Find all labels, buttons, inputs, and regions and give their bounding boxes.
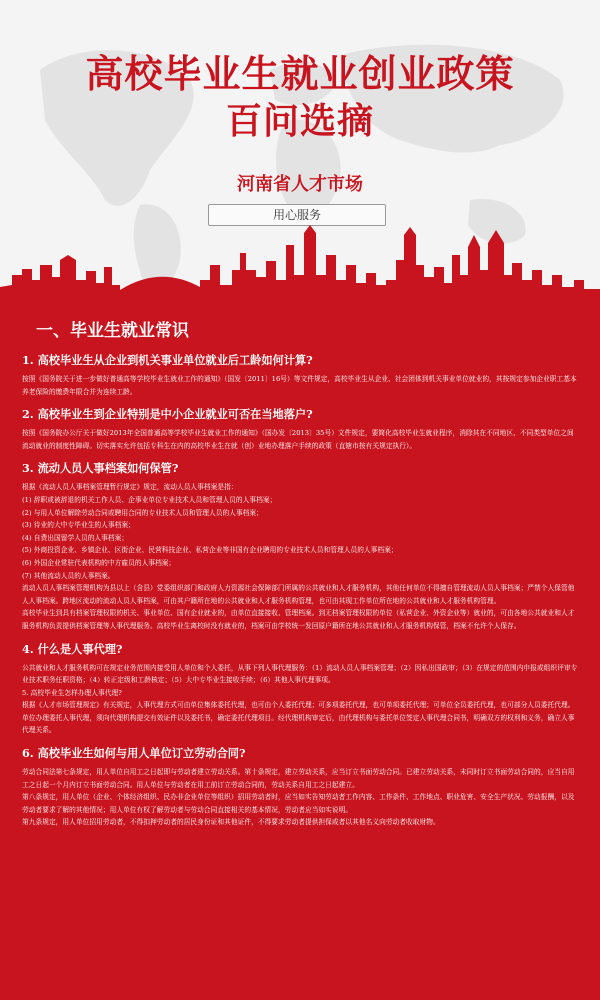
answer-list-item: (3) 待业的大中专毕业生的人事档案； [22,521,135,530]
page-title: 高校毕业生就业创业政策 [85,51,515,96]
answer-paragraph: 根据《人才市场管理规定》有关规定，人事代理方式可由单位集体委托代理，也可由个人委托代理；可多项委托代理，也可单项委托代理；可单位全员委托代理，也可部分人员委托代理。 [22,701,575,710]
question-title: 3. 流动人员人事档案如何保管? [22,461,179,476]
answer-list-item: (1) 辞职或被辞退的机关工作人员、企事业单位专业技术人员和管理人员的人事档案； [22,495,277,504]
slogan-badge: 用心服务 [208,204,386,226]
answer-paragraph: 根据《流动人员人事档案管理暂行规定》规定，流动人员人事档案是指： [22,483,238,492]
answer-list-item: (6) 外国企业常驻代表机构的中方雇员的人事档案； [22,558,176,567]
question-block-6 [22,746,578,829]
page-subtitle: 百问选摘 [225,100,374,142]
answer-paragraph: 第八条规定，用人单位（企业、个体经济组织、民办非企业单位等组织）招用劳动者时，应当如实告知劳动者工作内容、工作条件、工作地点、职业危害、安全生产状况、劳动报酬，以及劳动者要求了解的其他情况；用人单位有权了解劳动者与劳动合同直接相关的基本情况，劳动者应当如实说明。 [22,793,575,814]
section-heading: 一、毕业生就业常识 [36,321,189,341]
answer-list-item: (2) 与用人单位解除劳动合同或聘用合同的专业技术人员和管理人员的人事档案； [22,508,263,517]
question-title: 1. 高校毕业生从企业到机关事业单位就业后工龄如何计算? [22,353,313,367]
answer-paragraph: 第九条规定，用人单位招用劳动者，不得扣押劳动者的居民身份证和其他证件，不得要求劳动者提供担保或者以其他名义向劳动者收取财物。 [22,818,440,827]
answer-list-item: (5) 外商投资企业、乡镇企业、区街企业、民营科技企业、私营企业等非国有企业聘用的专业技术人员和管理人员的人事档案； [22,546,398,555]
answer-paragraph: 按照《国务院办公厅关于做好2013年全国普通高等学校毕业生就业工作的通知》（国办发〔2013〕35号）文件规定，要简化高校毕业生就业程序，消除其在不同地区、不同类型单位之间流动就业的制度性障碍。切实落实允许包括专科生在内的高校毕业生在就（创）业地办理落户手续的政策（直辖市按有关规定执行）。 [22,429,574,450]
question-title: 2. 高校毕业生到企业特别是中小企业就业可否在当地落户? [22,407,313,422]
answer-paragraph: 流动人员人事档案管理机构为县以上（含县）党委组织部门和政府人力资源社会保障部门所属的公共就业和人才服务机构，其他任何单位不得擅自管理流动人员人事档案；严禁个人保管他人人事档案。跨地区流动的流动人员人事档案，可由其户籍所在地的公共就业和人才服务机构管理，也可由其现工作单位所在地的公共就业和人才服务机构管理。 [22,584,575,605]
answer-list-item: (7) 其他流动人员的人事档案。 [22,571,115,580]
answer-subheading: 5. 高校毕业生怎样办理人事代理? [22,688,122,697]
city-skyline-illustration [0,225,600,310]
question-block-4 [22,642,578,738]
answer-list-item: (4) 自费出国留学人员的人事档案； [22,533,129,542]
answer-paragraph: 按照《国务院关于进一步做好普通高等学校毕业生就业工作的通知》（国发〔2011〕16号）等文件规定，高校毕业生从企业、社会团体到机关事业单位就业的，其按规定参加企业职工基本养老保险的缴费年限合并为连续工龄。 [22,375,577,396]
hero-banner [0,0,600,310]
answer-paragraph: 劳动合同法第七条规定，用人单位自用工之日起即与劳动者建立劳动关系。第十条规定，建立劳动关系，应当订立书面劳动合同。已建立劳动关系，未同时订立书面劳动合同的，应当自用工之日起一个月内订立书面劳动合同。用人单位与劳动者在用工前订立劳动合同的，劳动关系自用工之日起建立。 [22,768,575,789]
question-block-1 [22,353,578,398]
answer-paragraph: 公共就业和人才服务机构可在规定业务范围内接受用人单位和个人委托，从事下列人事代理服务：（1）流动人员人事档案管理；（2）因私出国政审；（3）在规定的范围内申报或组织评审专业技术职务任职资格；（4）转正定级和工龄核定；（5）大中专毕业生接收手续；（6）其他人事代理事项。 [22,663,578,685]
question-title: 6. 高校毕业生如何与用人单位订立劳动合同? [22,746,246,761]
question-block-2 [22,407,578,452]
content-panel [0,300,600,1000]
answer-paragraph: 高校毕业生到具有档案管理权限的机关、事业单位、国有企业就业的，由单位直接接收、管理档案。到无档案管理权限的单位（私营企业、外资企业等）就业的，可由各地公共就业和人才服务机构负责提供档案管理等人事代理服务。高校毕业生离校时没有就业的，档案可由学校统一发回原户籍所在地公共就业和人才服务机构保管，档案不允许个人保存。 [22,609,575,630]
question-block-3 [22,461,578,632]
organization-name: 河南省人才市场 [237,174,363,195]
answer-paragraph: 单位办理委托人事代理，须向代理机构提交有效证件以及委托书，确定委托代理项目。经代理机构审定后，由代理机构与委托单位签定人事代理合同书，明确双方的权利和义务，确立人事代理关系。 [22,713,575,735]
question-title: 4. 什么是人事代理? [22,641,123,656]
